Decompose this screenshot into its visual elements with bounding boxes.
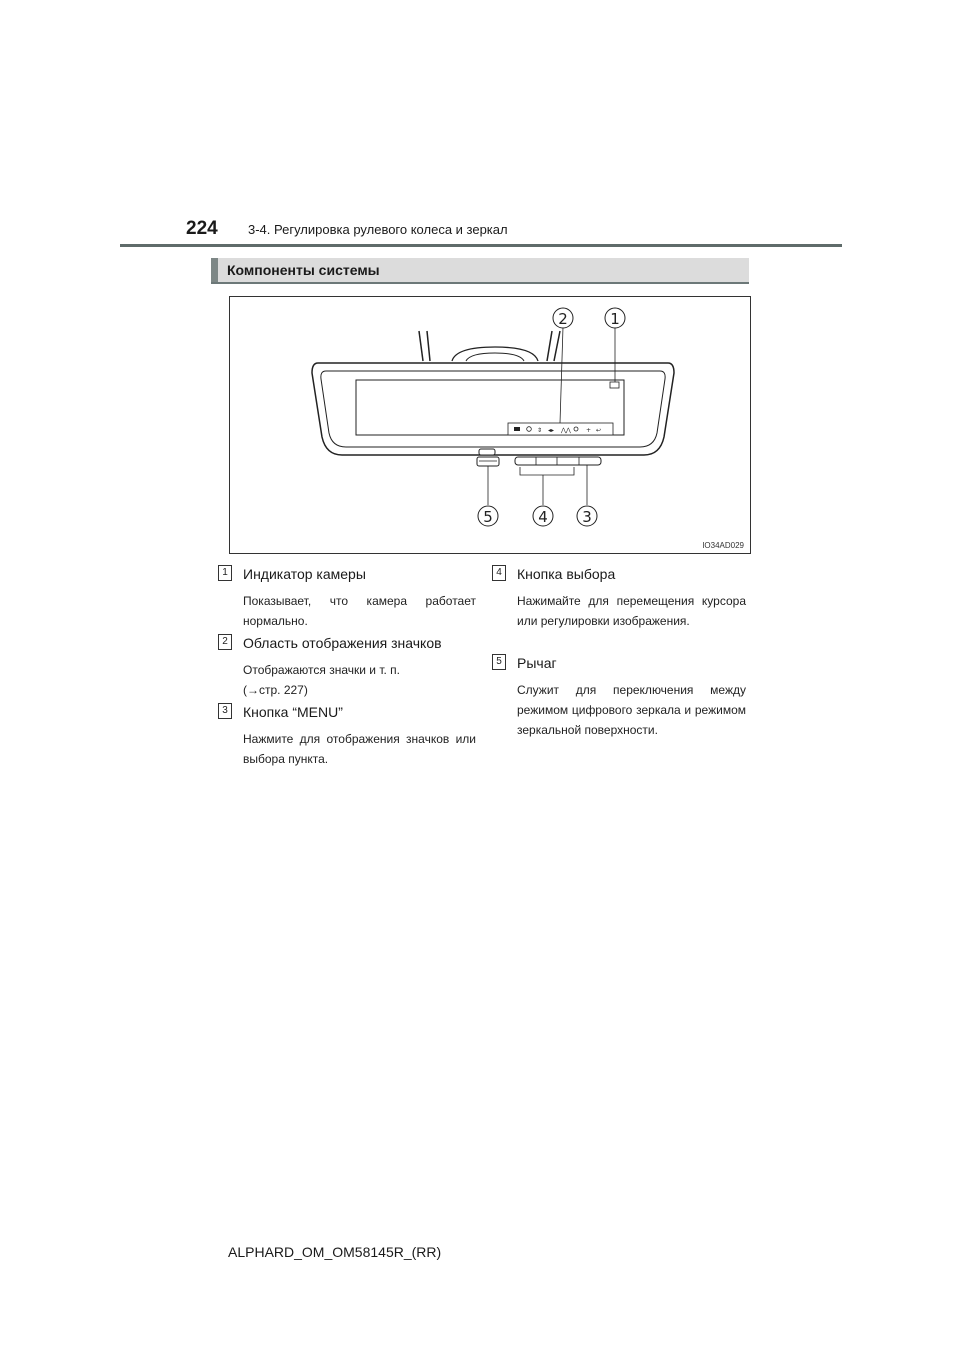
- item-number-badge: 1: [218, 565, 232, 581]
- svg-text:⇕: ⇕: [537, 427, 543, 434]
- callout-5: 5: [483, 508, 493, 526]
- callout-1: 1: [610, 310, 620, 328]
- mirror-illustration: [229, 296, 751, 554]
- item-description: Показывает, что камера работает нормально.: [243, 594, 476, 628]
- callout-4: 4: [538, 508, 548, 526]
- item-title: Кнопка выбора: [517, 566, 616, 582]
- svg-text:+: +: [586, 427, 592, 434]
- svg-text:↩: ↩: [596, 427, 602, 434]
- item-number-badge: 5: [492, 654, 506, 670]
- header-rule: [120, 244, 842, 247]
- figure-code: IO34AD029: [702, 541, 744, 550]
- item-description-line-1: Отображаются значки и т. п.: [243, 663, 401, 677]
- item-number-badge: 3: [218, 703, 232, 719]
- chapter-title: 3-4. Регулировка рулевого колеса и зеркал: [248, 222, 508, 237]
- svg-text:◂▸: ◂▸: [548, 427, 555, 434]
- item-number-badge: 2: [218, 634, 232, 650]
- item-description: Нажмите для отображения значков или выбора пункта.: [243, 732, 476, 766]
- document-id: ALPHARD_OM_OM58145R_(RR): [228, 1244, 442, 1260]
- item-title: Область отображения значков: [243, 635, 442, 651]
- mirror-diagram: [230, 297, 750, 553]
- section-accent: [211, 258, 218, 282]
- item-title: Кнопка “MENU”: [243, 704, 343, 720]
- item-number-badge: 4: [492, 565, 506, 581]
- item-description: Служит для переключения между режимом цифрового зеркала и режимом зеркальной поверхности.: [517, 683, 746, 737]
- item-description-line-2: (→стр. 227): [243, 683, 308, 697]
- callout-3: 3: [582, 508, 592, 526]
- item-title: Индикатор камеры: [243, 566, 366, 582]
- section-heading-bar: [211, 258, 749, 284]
- section-title: Компоненты системы: [227, 262, 380, 278]
- item-title: Рычаг: [517, 655, 557, 671]
- page-number: 224: [186, 218, 218, 239]
- svg-text:⋀⋀: ⋀⋀: [561, 427, 571, 434]
- item-description: Нажимайте для перемещения курсора или регулировки изображения.: [517, 594, 746, 628]
- callout-2: 2: [558, 310, 568, 328]
